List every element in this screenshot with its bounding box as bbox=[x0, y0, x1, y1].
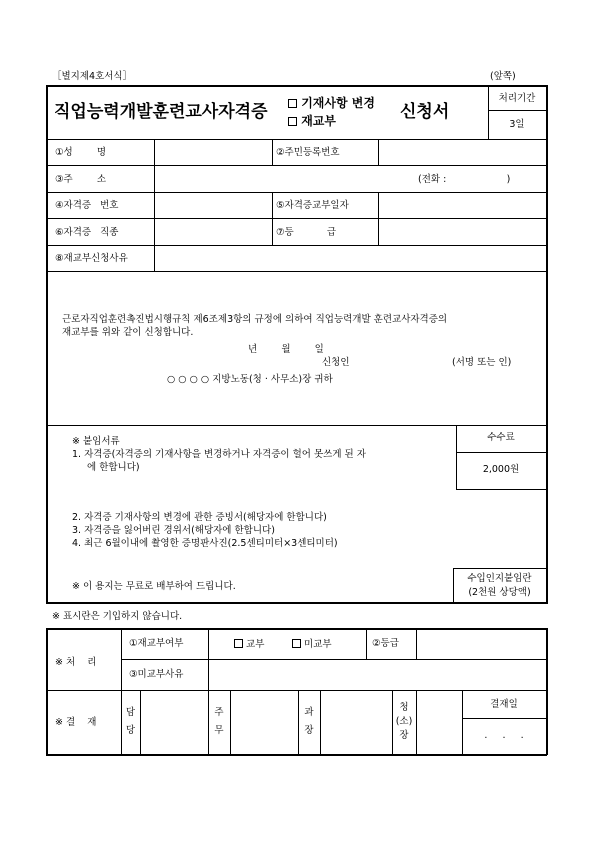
address-input[interactable] bbox=[156, 167, 412, 190]
option-reissue: 재교부 bbox=[288, 115, 336, 127]
attachment-1b: 에 한합니다) bbox=[87, 462, 140, 473]
attachment-2: 2. 자격증 기재사항의 변경에 관한 증빙서(해당자에 한합니다) bbox=[72, 512, 327, 523]
rrn-input[interactable] bbox=[380, 141, 544, 163]
page-side-label: (앞쪽) bbox=[490, 71, 516, 82]
statement-line2: 재교부를 위와 같이 신청합니다. bbox=[62, 327, 194, 338]
approver-head-2: (소) bbox=[395, 716, 413, 727]
option-change: 기재사항 변경 bbox=[288, 97, 375, 109]
approver-chief-2: 무 bbox=[214, 725, 224, 736]
approver-head-1: 청 bbox=[399, 702, 409, 713]
attachment-1a: 1. 자격증(자격증의 기재사항을 변경하거나 자격증이 헐어 못쓰게 된 자 bbox=[72, 449, 366, 460]
process-label: ※ 처 리 bbox=[55, 657, 97, 668]
approver-staff-2: 당 bbox=[125, 725, 136, 736]
cert-number-label: ④자격증 번호 bbox=[55, 200, 119, 211]
grade-input[interactable] bbox=[380, 220, 544, 243]
reissue-checkbox[interactable] bbox=[288, 117, 297, 126]
stamp-amount: (2천원 상당액) bbox=[468, 587, 531, 598]
not-issued-checkbox[interactable] bbox=[292, 639, 301, 648]
grade-label: ⑦등 급 bbox=[276, 227, 337, 238]
approver-chief-1: 주 bbox=[214, 707, 224, 718]
not-issued-option[interactable]: 미교부 bbox=[292, 639, 332, 650]
name-input[interactable] bbox=[156, 141, 270, 163]
issue-date-label: ⑤자격증교부일자 bbox=[276, 200, 349, 211]
sign-label: (서명 또는 인) bbox=[452, 357, 512, 368]
issued-checkbox[interactable] bbox=[234, 639, 243, 648]
approval-label: ※ 결 재 bbox=[55, 717, 97, 728]
fee-value: 2,000원 bbox=[482, 464, 520, 475]
form-title-suffix: 신청서 bbox=[400, 102, 450, 122]
attachments-title: ※ 붙임서류 bbox=[72, 436, 120, 447]
change-checkbox[interactable] bbox=[288, 99, 297, 108]
office-grade-label: ②등급 bbox=[372, 638, 399, 649]
statement-line1: 근로자직업훈련촉진법시행규칙 제6조제3항의 규정에 의하여 직업능력개발 훈련교사자격증의 bbox=[62, 314, 448, 325]
phone-label: (전화 : ) bbox=[418, 174, 511, 185]
applicant-label: 신청인 bbox=[322, 357, 350, 368]
fee-label: 수수료 bbox=[487, 432, 515, 443]
approver-manager-2: 장 bbox=[304, 725, 314, 736]
form-number: ［별지제4호서식］ bbox=[52, 71, 133, 82]
recipient: ○ ○ ○ ○ 지방노동(청 · 사무소)장 귀하 bbox=[167, 374, 333, 385]
not-issued-reason-label: ③미교부사유 bbox=[129, 669, 184, 680]
period-value: 3일 bbox=[509, 119, 525, 130]
reason-input[interactable] bbox=[156, 247, 544, 269]
rrn-label: ②주민등록번호 bbox=[276, 147, 340, 158]
reissue-status-label: ①재교부여부 bbox=[129, 638, 184, 649]
stamp-label: 수입인지붙임란 bbox=[467, 573, 532, 584]
name-label: ①성 명 bbox=[55, 147, 107, 158]
period-label: 처리기간 bbox=[498, 93, 536, 104]
free-notice: ※ 이 용지는 무료로 배부하여 드립니다. bbox=[72, 581, 236, 592]
issued-option[interactable]: 교부 bbox=[234, 639, 264, 650]
approver-manager-1: 과 bbox=[304, 707, 314, 718]
reason-label: ⑧재교부신청사유 bbox=[55, 253, 128, 264]
office-note: ※ 표시란은 기입하지 않습니다. bbox=[52, 611, 183, 622]
address-label: ③주 소 bbox=[55, 174, 107, 185]
date-line: 년 월 일 bbox=[248, 344, 324, 355]
approver-head-3: 장 bbox=[399, 730, 409, 741]
attachment-3: 3. 자격증을 잃어버린 경위서(해당자에 한합니다) bbox=[72, 525, 275, 536]
cert-type-label: ⑥자격증 직종 bbox=[55, 227, 119, 238]
issue-date-input[interactable] bbox=[380, 194, 544, 216]
cert-number-input[interactable] bbox=[156, 194, 270, 216]
approval-date-value: · · · bbox=[484, 733, 524, 744]
approval-date-label: 결재일 bbox=[490, 699, 518, 710]
form-title: 직업능력개발훈련교사자격증 bbox=[54, 102, 268, 122]
attachment-4: 4. 최근 6월이내에 촬영한 증명판사진(2.5센티미터×3센티미터) bbox=[72, 538, 338, 549]
approver-staff-1: 담 bbox=[125, 707, 136, 718]
cert-type-input[interactable] bbox=[156, 220, 270, 243]
